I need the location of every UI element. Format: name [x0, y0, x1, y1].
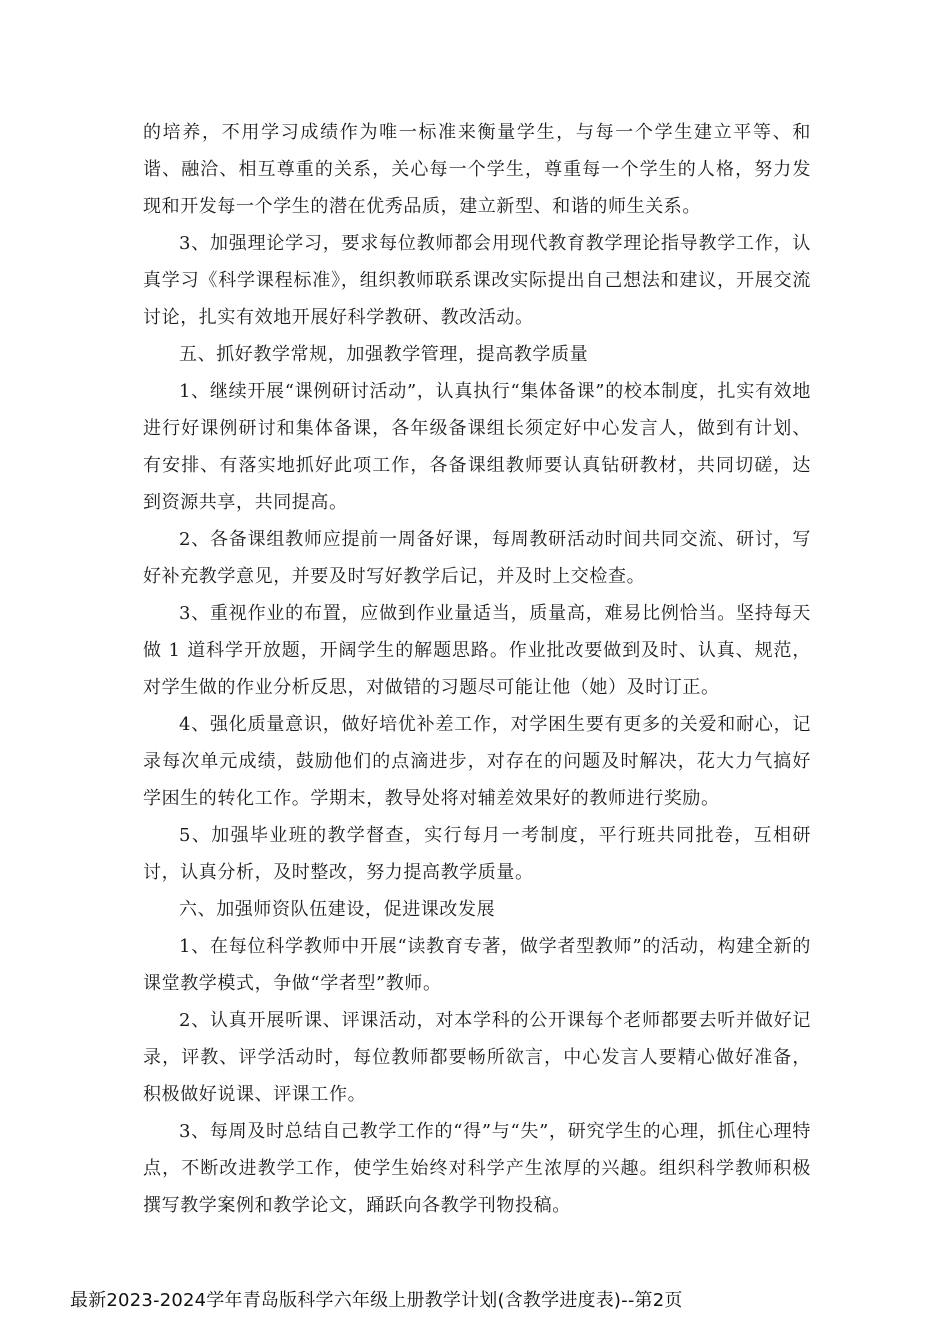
paragraph-weekly-summary: 3、每周及时总结自己教学工作的“得”与“失”，研究学生的心理，抓住心理特点，不断改进教学工作，使学生始终对科学产生浓厚的兴趣。组织科学教师积极撰写教学案例和教学论文，踊跃向各教学刊物投稿。	[143, 1121, 811, 1216]
paragraph-observation: 2、认真开展听课、评课活动，对本学科的公开课每个老师都要去听并做好记录，评教、评学活动时，每位教师都要畅所欲言，中心发言人要精心做好准备，积极做好说课、评课工作。	[143, 1010, 811, 1105]
paragraph-lesson-study: 1、继续开展“课例研讨活动”，认真执行“集体备课”的校本制度，扎实有效地进行好课例研讨和集体备课，各年级备课组长须定好中心发言人，做到有计划、有安排、有落实地抓好此项工作，各备课组教师要认真钻研教材，共同切磋，达到资源共享，共同提高。	[143, 381, 811, 513]
section-heading-six: 六、加强师资队伍建设，促进课改发展	[179, 899, 496, 920]
document-body	[143, 114, 811, 1224]
section-heading-five: 五、抓好教学常规，加强教学管理，提高教学质量	[179, 344, 589, 365]
page-footer: 最新2023-2024学年青岛版科学六年级上册教学计划(含教学进度表)--第2页	[70, 1290, 683, 1311]
paragraph-homework: 3、重视作业的布置，应做到作业量适当，质量高，难易比例恰当。坚持每天做 1 道科学开放题，开阔学生的解题思路。作业批改要做到及时、认真、规范，对学生做的作业分析反思，对做错的习题尽可能让他（她）及时订正。	[143, 603, 811, 698]
paragraph-reading-activity: 1、在每位科学教师中开展“读教育专著，做学者型教师”的活动，构建全新的课堂教学模式，争做“学者型”教师。	[143, 936, 811, 994]
paragraph-lesson-prep: 2、各备课组教师应提前一周备好课，每周教研活动时间共同交流、研讨，写好补充教学意见，并要及时写好教学后记，并及时上交检查。	[143, 529, 811, 587]
paragraph-quality: 4、强化质量意识，做好培优补差工作，对学困生要有更多的关爱和耐心，记录每次单元成绩，鼓励他们的点滴进步，对存在的问题及时解决，花大力气搞好学困生的转化工作。学期末，教导处将对辅差效果好的教师进行奖励。	[143, 714, 811, 809]
paragraph-theory-study: 3、加强理论学习，要求每位教师都会用现代教育教学理论指导教学工作，认真学习《科学课程标准》，组织教师联系课改实际提出自己想法和建议，开展交流讨论，扎实有效地开展好科学教研、教改活动。	[143, 233, 811, 328]
paragraph-continuation: 的培养，不用学习成绩作为唯一标准来衡量学生，与每一个学生建立平等、和谐、融洽、相互尊重的关系，关心每一个学生，尊重每一个学生的人格，努力发现和开发每一个学生的潜在优秀品质，建立新型、和谐的师生关系。	[143, 122, 811, 217]
paragraph-graduating-class: 5、加强毕业班的教学督查，实行每月一考制度，平行班共同批卷，互相研讨，认真分析，及时整改，努力提高教学质量。	[143, 825, 811, 883]
